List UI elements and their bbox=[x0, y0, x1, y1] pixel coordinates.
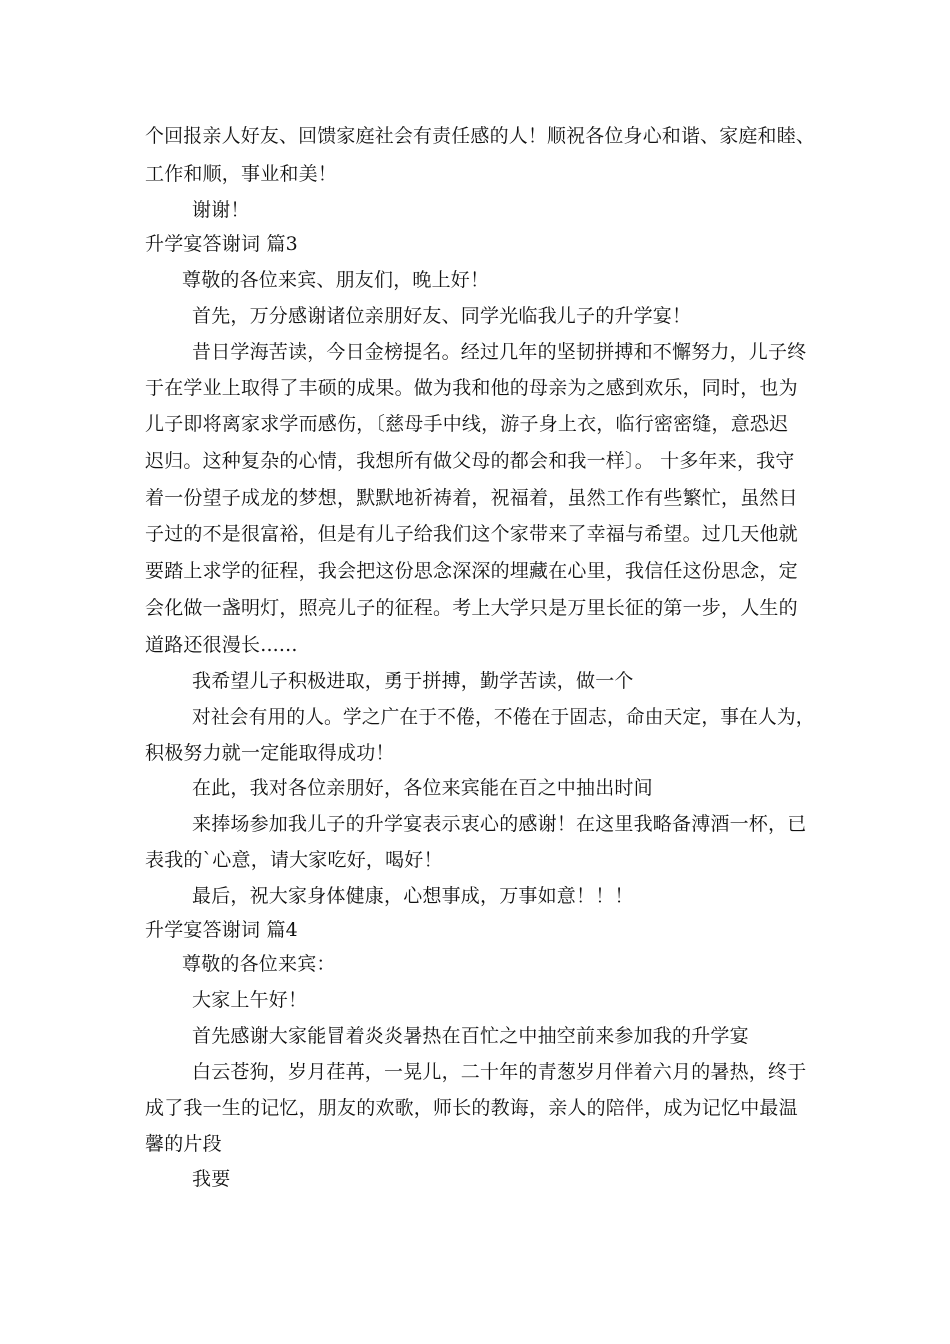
paragraph-line: 成了我一生的记忆，朋友的欢歌，师长的教诲，亲人的陪伴，成为记忆中最温 bbox=[145, 1097, 798, 1119]
paragraph-line: 道路还很漫长...... bbox=[145, 634, 298, 656]
paragraph-line: 着一份望子成龙的梦想，默默地祈祷着，祝福着，虽然工作有些繁忙，虽然日 bbox=[145, 487, 798, 509]
paragraph-line: 儿子即将离家求学而感伤，〔慈母手中线，游子身上衣，临行密密缝，意恐迟 bbox=[145, 413, 789, 435]
paragraph-line: 首先，万分感谢诸位亲朋好友、同学光临我儿子的升学宴！ bbox=[192, 305, 692, 327]
section-heading: 升学宴答谢词 篇4 bbox=[145, 919, 298, 941]
paragraph-line: 谢谢！ bbox=[192, 199, 250, 221]
paragraph-line: 馨的片段 bbox=[145, 1133, 222, 1155]
paragraph-line: 积极努力就一定能取得成功！ bbox=[145, 742, 395, 764]
section-heading: 升学宴答谢词 篇3 bbox=[145, 233, 298, 255]
paragraph-line: 最后，祝大家身体健康，心想事成，万事如意！！！ bbox=[192, 885, 634, 907]
greeting-line: 尊敬的各位来宾： bbox=[182, 953, 336, 975]
paragraph-line: 大家上午好！ bbox=[192, 989, 308, 1011]
paragraph-line: 在此，我对各位亲朋好，各位来宾能在百之中抽出时间 bbox=[192, 777, 653, 799]
paragraph-line: 我希望儿子积极进取，勇于拼搏，勤学苦读，做一个 bbox=[192, 670, 634, 692]
paragraph-line: 白云苍狗，岁月荏苒，一晃儿，二十年的青葱岁月伴着六月的暑热，终于 bbox=[192, 1061, 807, 1083]
paragraph-line: 要踏上求学的征程，我会把这份思念深深的埋藏在心里，我信任这份思念，定 bbox=[145, 560, 798, 582]
paragraph-line: 表我的`心意，请大家吃好，喝好！ bbox=[145, 849, 443, 871]
paragraph-line: 对社会有用的人。学之广在于不倦，不倦在于固志，命由天定，事在人为， bbox=[192, 706, 815, 728]
paragraph-line: 我要 bbox=[192, 1168, 231, 1190]
paragraph-line: 昔日学海苦读，今日金榜提名。经过几年的坚韧拼搏和不懈努力，儿子终 bbox=[192, 341, 807, 363]
paragraph-line: 工作和顺，事业和美！ bbox=[145, 163, 338, 185]
paragraph-line: 于在学业上取得了丰硕的成果。做为我和他的母亲为之感到欢乐，同时，也为 bbox=[145, 377, 798, 399]
paragraph-line: 首先感谢大家能冒着炎炎暑热在百忙之中抽空前来参加我的升学宴 bbox=[192, 1025, 749, 1047]
paragraph-line: 迟归。这种复杂的心情，我想所有做父母的都会和我一样〕。 十多年来，我守 bbox=[145, 450, 795, 472]
paragraph-line: 来捧场参加我儿子的升学宴表示衷心的感谢！在这里我略备溥酒一杯，已 bbox=[192, 813, 807, 835]
paragraph-line: 个回报亲人好友、回馈家庭社会有责任感的人！顺祝各位身心和谐、家庭和睦、 bbox=[145, 125, 815, 147]
paragraph-line: 子过的不是很富裕，但是有儿子给我们这个家带来了幸福与希望。过几天他就 bbox=[145, 523, 798, 545]
paragraph-line: 会化做一盏明灯，照亮儿子的征程。考上大学只是万里长征的第一步，人生的 bbox=[145, 597, 798, 619]
greeting-line: 尊敬的各位来宾、朋友们，晚上好！ bbox=[182, 269, 490, 291]
